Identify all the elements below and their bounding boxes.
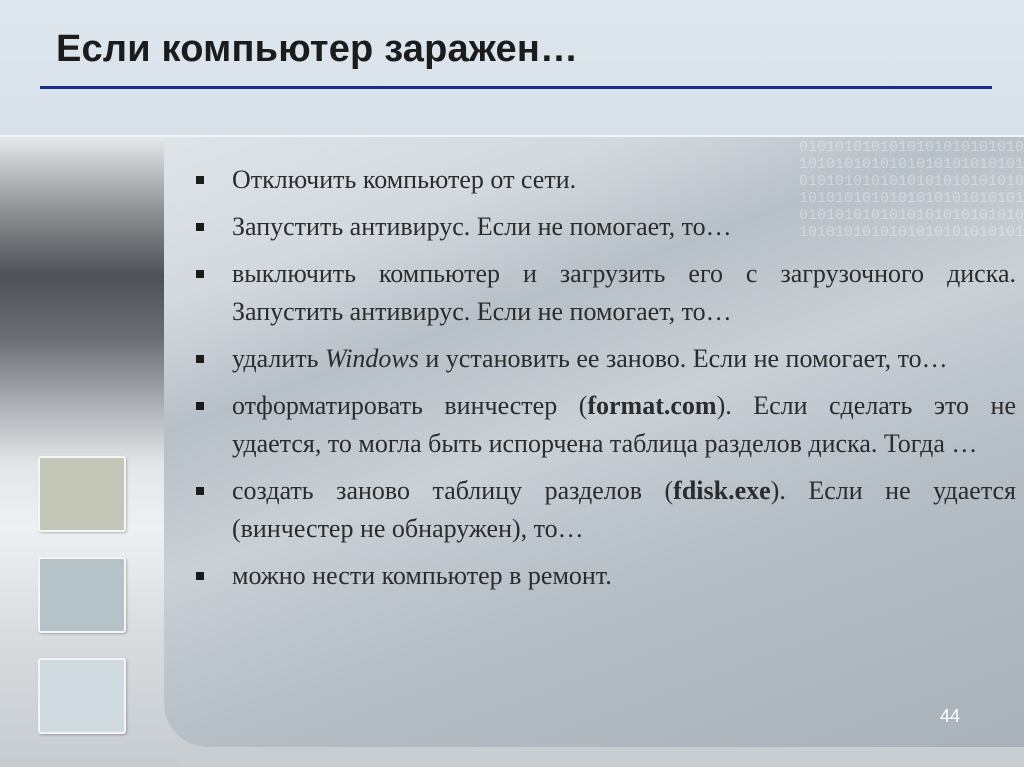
square-bullet-icon [196,572,204,580]
list-item [194,255,1016,331]
bullet-list [194,161,1016,604]
square-bullet-icon [196,223,204,231]
square-bullet-icon [196,176,204,184]
item-text-italic: Windows [324,344,419,373]
item-text: Отключить компьютер от сети. [232,165,577,194]
square-bullet-icon [196,355,204,363]
list-item [194,472,1016,548]
item-text: ). Если не удается (винчестер не обнаружен), то… [232,476,1016,543]
decorative-square-2 [38,557,126,633]
decorative-square-1 [38,456,126,532]
square-bullet-icon [196,487,204,495]
item-text: создать заново таблицу разделов ( [232,476,674,505]
list-item [194,387,1016,463]
square-bullet-icon [196,402,204,410]
item-text: выключить компьютер и загрузить его с загрузочного диска. Запустить антивирус. Если не помогает, то… [232,259,1016,326]
decorative-square-3 [38,658,126,734]
binary-background-pattern: 0101010101010101010101010 1010101010101010101010101 0101010101010101010101010 1010101010101010101010101 0101010101010101010101010 1010101010101010101010101 [798,139,1024,241]
item-text: и установить ее заново. Если не помогает, то… [418,344,948,373]
item-text-bold: format.com [587,391,717,420]
list-item [194,161,1016,199]
content-panel [164,137,1024,747]
item-text: можно нести компьютер в ремонт. [232,561,612,590]
item-text: отформатировать винчестер ( [232,391,588,420]
item-text: ). Если сделать это не удается, то могла быть испорчена таблица разделов диска. Тогда … [232,391,1016,458]
list-item [194,340,1016,378]
square-bullet-icon [196,270,204,278]
slide-header [0,0,1024,137]
item-text-bold: fdisk.exe [673,476,771,505]
list-item [194,208,1016,246]
title-underline [40,86,992,89]
item-text: Запустить антивирус. Если не помогает, то… [232,212,732,241]
page-number: 44 [940,706,961,726]
slide-title: Если компьютер заражен… [56,28,579,70]
item-text: удалить [232,344,325,373]
list-item [194,557,1016,595]
